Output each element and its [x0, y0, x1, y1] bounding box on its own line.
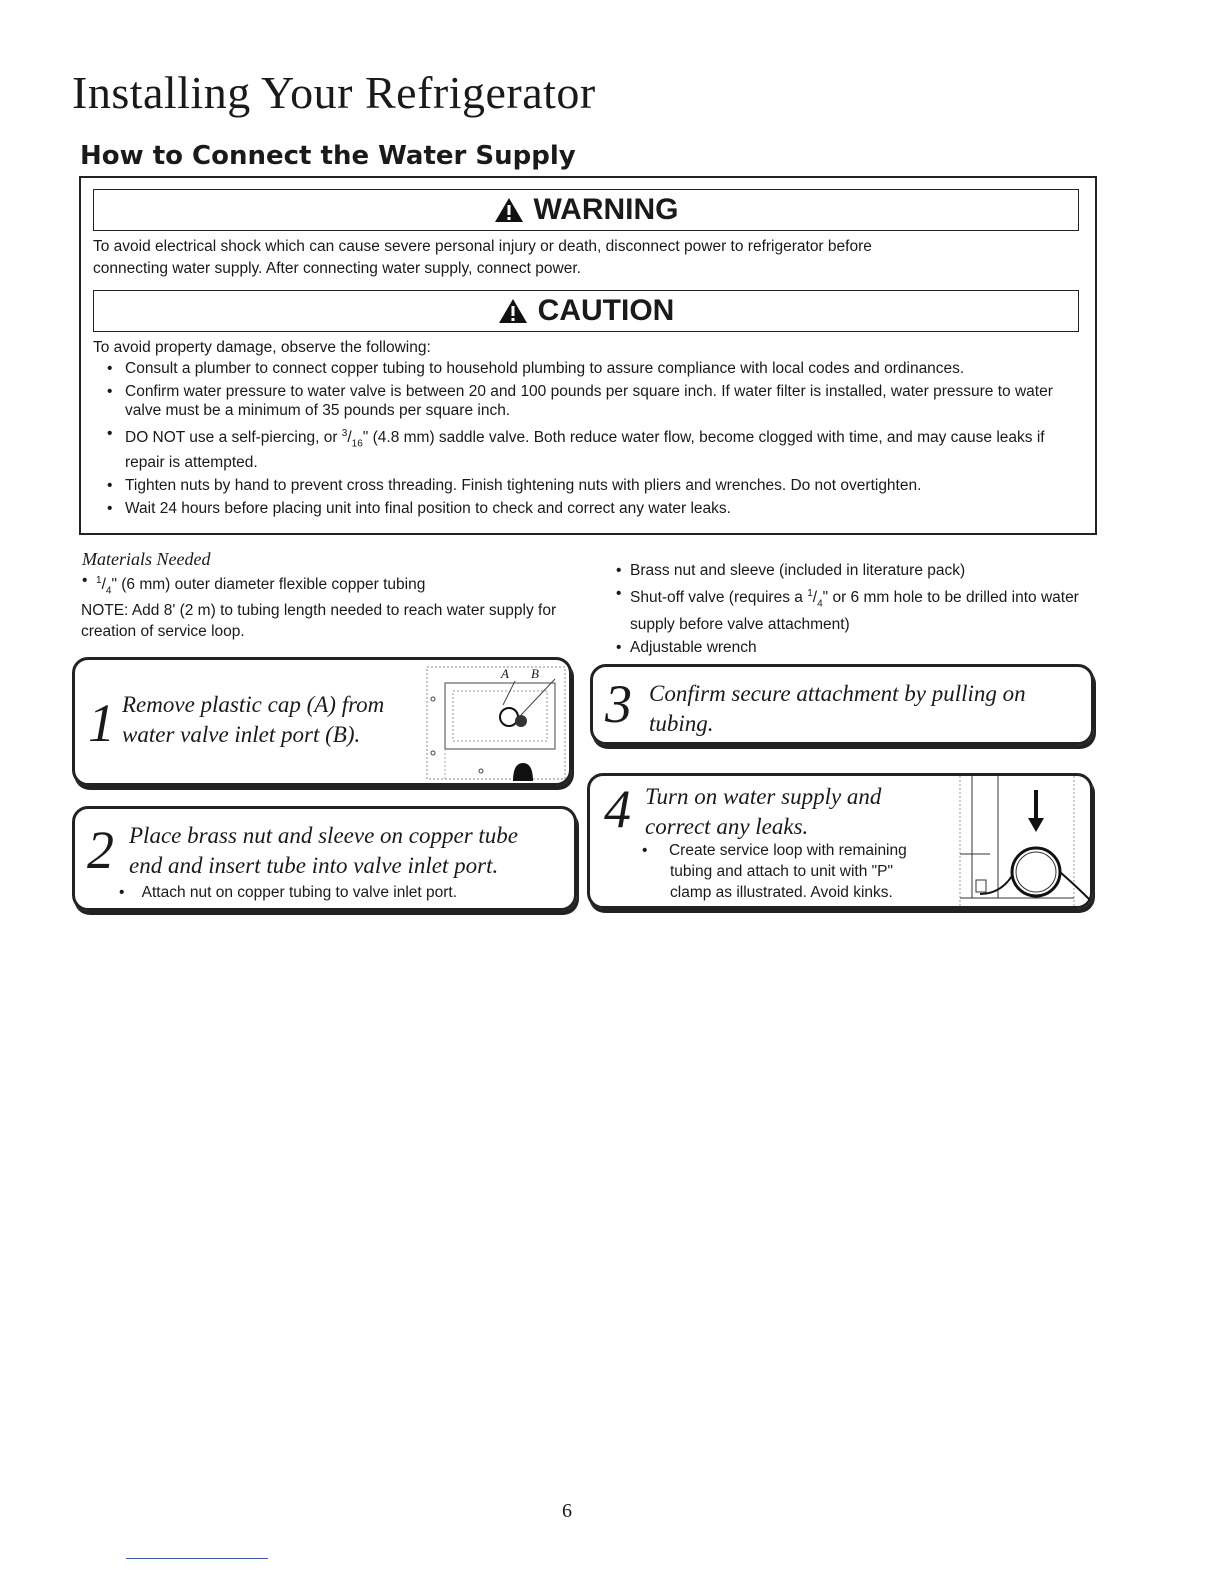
step-number: 4 — [604, 779, 631, 839]
step-bullet: • Create service loop with remaining tubing and attach to unit with "P" clamp as illustrated. Avoid kinks. — [642, 840, 962, 903]
caution-triangle-icon — [498, 298, 528, 324]
step-bullet-text: tubing and attach to unit with "P" — [670, 863, 893, 880]
caution-item: • Tighten nuts by hand to prevent cross threading. Finish tightening nuts with pliers and wrenches. Do not overtighten. — [93, 476, 1083, 495]
material-item-text: " or 6 mm hole to be drilled into water supply before valve attachment) — [630, 589, 1079, 634]
step-title — [129, 821, 569, 881]
step-title-line: Turn on water supply and — [645, 784, 882, 809]
step-title-line: Place brass nut and sleeve on copper tube — [129, 823, 518, 848]
warning-banner — [93, 189, 1079, 231]
material-item: • Shut-off valve (requires a $^1/_4$" or 6 mm hole to be drilled into water supply before valve attachment) — [614, 583, 1084, 635]
fraction-numerator: 3 — [341, 428, 348, 439]
material-item-text: Shut-off valve (requires a — [630, 589, 808, 607]
warning-label: WARNING — [533, 193, 679, 226]
step-title-line: tubing. — [649, 711, 714, 736]
warning-text — [93, 236, 1083, 280]
valve-port-illustration — [425, 665, 567, 781]
label-a: A — [501, 666, 509, 681]
materials-heading: Materials Needed — [82, 549, 211, 569]
material-item: • Adjustable wrench — [614, 637, 1084, 658]
step-3-box — [590, 664, 1094, 745]
step-4-box — [587, 773, 1093, 909]
step-bullet-text: clamp as illustrated. Avoid kinks. — [670, 884, 893, 901]
step-bullet-text: Attach nut on copper tubing to valve inlet port. — [141, 884, 458, 901]
safety-box — [79, 176, 1097, 535]
step-title-line: Remove plastic cap (A) from — [122, 692, 385, 717]
caution-label: CAUTION — [537, 294, 675, 327]
step-bullet-text: Create service loop with remaining — [668, 842, 907, 859]
page-title: Installing Your Refrigerator — [72, 67, 596, 118]
caution-item: • Wait 24 hours before placing unit into final position to check and correct any water leaks. — [93, 499, 1083, 518]
step-title — [645, 782, 945, 842]
caution-item: • Consult a plumber to connect copper tubing to household plumbing to assure compliance with local codes and ordinances. — [93, 359, 1083, 378]
fraction-numerator: 1 — [807, 588, 813, 599]
materials-note — [81, 600, 571, 642]
materials-list-left — [80, 570, 570, 601]
material-item: • $^1/_4$" (6 mm) outer diameter flexible copper tubing — [80, 570, 570, 601]
step-title-line: correct any leaks. — [645, 814, 809, 839]
warning-triangle-icon — [494, 197, 524, 223]
caution-item-3-text: DO NOT use a self-piercing, or — [125, 429, 342, 447]
fraction-numerator: 1 — [96, 575, 102, 586]
step-number: 2 — [87, 820, 114, 880]
caution-banner — [93, 290, 1079, 332]
caution-intro: To avoid property damage, observe the following: — [93, 339, 431, 356]
step-1-box — [72, 657, 572, 786]
caution-item: • Confirm water pressure to water valve is between 20 and 100 pounds per square inch. If water filter is installed, water pressure to water valve must be a minimum of 35 pounds per square inch. — [93, 382, 1083, 420]
step-title-line: Confirm secure attachment by pulling on — [649, 681, 1026, 706]
page-number: 6 — [562, 1500, 572, 1522]
section-heading: How to Connect the Water Supply — [80, 141, 576, 171]
caution-item-3-rest: " (4.8 mm) saddle valve. Both reduce water flow, become clogged with time, and may cause leaks if repair is attempted. — [125, 429, 1045, 472]
caution-list — [93, 359, 1083, 522]
material-item-text: " (6 mm) outer diameter flexible copper tubing — [111, 576, 426, 594]
footer-rule — [126, 1558, 268, 1559]
warning-text-line-1: To avoid electrical shock which can cause severe personal injury or death, disconnect power to refrigerator before — [93, 238, 872, 255]
step-number: 3 — [605, 674, 632, 734]
warning-text-line-2: connecting water supply. After connecting water supply, connect power. — [93, 260, 581, 277]
note-label: NOTE: — [81, 602, 129, 619]
step-title-line: water valve inlet port (B). — [122, 722, 361, 747]
step-2-box — [72, 806, 577, 911]
caution-item: • DO NOT use a self-piercing, or $^3/_{16}$" (4.8 mm) saddle valve. Both reduce water flow, become clogged with time, and may cause leaks if repair is attempted. — [93, 424, 1083, 472]
step-title — [122, 690, 442, 750]
label-b: B — [531, 666, 539, 681]
materials-list-right — [614, 560, 1084, 658]
material-item: • Brass nut and sleeve (included in literature pack) — [614, 560, 1084, 581]
step-number: 1 — [88, 693, 115, 753]
fraction-denominator: 16 — [351, 438, 363, 450]
note-text: Add 8' (2 m) to tubing length needed to reach water supply for creation of service loop. — [81, 602, 557, 640]
fraction-denominator: 4 — [105, 585, 112, 597]
fraction-denominator: 4 — [817, 598, 823, 610]
step-title — [649, 679, 1089, 739]
step-bullet: • Attach nut on copper tubing to valve inlet port. — [119, 884, 458, 901]
step-title-line: end and insert tube into valve inlet port. — [129, 853, 499, 878]
service-loop-illustration — [950, 776, 1090, 908]
